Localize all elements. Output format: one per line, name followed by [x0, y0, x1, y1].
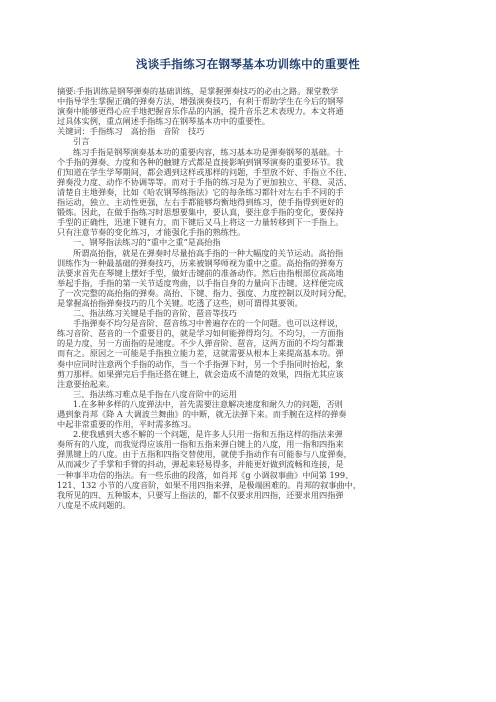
text-line: 奏所有的八度，而我觉得应该用一指和五指来弹白键上的八度，用一指和四指来 — [57, 439, 344, 450]
text-line: 引言 — [73, 136, 90, 147]
text-line: 演奏中能够更得心应手地把握音乐作品的内涵，提升音乐艺术表现力。本文将通 — [57, 106, 344, 117]
text-line: 指运动，独立、主动性更强，左右手都能够均衡地得到练习，使手指得到更好的 — [57, 197, 344, 208]
document-body — [57, 86, 439, 510]
text-line: 只有注意节奏的变化练习，才能强化手指的熟练性。 — [57, 227, 246, 238]
text-line: 遇到象肖邦《降 A 大调波兰舞曲》的中断，就无法弹下来。而手腕在这样的弹奏 — [57, 409, 347, 419]
text-line: 的是力度，另一方面指的是速度。不少人弹音阶、琶音，这两方面的不均匀都兼 — [57, 338, 344, 349]
text-line: 八度是不成问题的。 — [57, 499, 131, 510]
text-line: 清楚自主地弹奏，比如《哈农钢琴练指法》它的每条练习都针对左右手不同的手 — [57, 186, 344, 197]
text-line: 过具体实例，重点阐述手指练习在钢琴基本功中的重要性。 — [57, 116, 270, 127]
text-line: 是掌握高抬指弹奏技巧的几个关键。吃透了这些，则可谓得其要领。 — [57, 297, 303, 308]
text-line: 从而减少了手掌和手臂的抖动，弹起来轻易得多，并能更好做到流畅和连接，是 — [57, 459, 344, 470]
document-title: 浅谈手指练习在钢琴基本功训练中的重要性 — [135, 57, 361, 71]
text-line: 三、指法练习难点是手指在八度音阶中的运用 — [73, 388, 237, 399]
text-line: 手型的正确性，迅速下键有力，而下键后又马上将这一力量转移到下一手指上。 — [57, 217, 344, 228]
text-line: 个手指的弹奏、力度和各种的触键方式都是直接影响到钢琴演奏的重要环节。我 — [57, 156, 344, 167]
text-line: 剪刀那样。如果弹完后手指还搭在键上，就会造成不清楚的效果，四指尤其应该 — [57, 368, 344, 379]
text-line: 所谓高抬指，就是在弹奏时尽量抬高手指的一种大幅度的关节运动。高抬指 — [73, 247, 344, 258]
text-line: 二、指法练习关键是手指的音阶、琶音等技巧 — [73, 308, 237, 319]
text-line: 中指导学生掌握正确的弹奏方法，增强演奏技巧，有利于帮助学生在今后的钢琴 — [57, 96, 344, 107]
text-line: 手指弹奏不均匀是音阶、琶音练习中普遍存在的一个问题。也可以这样说， — [73, 318, 344, 329]
text-line: 锻炼。因此，在做手指练习时思想要集中，要认真，要注意手指的变化，要保持 — [57, 207, 344, 218]
text-line: 弹奏没力度、动作不协调等等。而对于手指的练习是为了更加独立、平稳、灵活、 — [57, 176, 352, 187]
text-line: 注意要抬起来。 — [57, 378, 115, 389]
text-line: 训练作为一种最基础的弹奏技巧，历来被钢琴师视为重中之重。高抬指的弹奏方 — [57, 257, 344, 268]
text-line: 们知道在学生学琴期间，都会遇到这样或那样的问题，手型放不好、手指立不住、 — [57, 166, 352, 177]
text-line: 121、132 小节的八度音阶，如果不用四指来弹，是极端困难的。肖邦的叙事曲中， — [57, 479, 362, 490]
text-line: 法要求首先在琴键上摆好手型，做好击键前的准备动作。然后由指根部位高高地 — [57, 267, 344, 278]
text-line: 练习手指是钢琴演奏基本功的重要内容，练习基本功是弹奏钢琴的基础。十 — [73, 146, 344, 157]
text-line: 摘要:手指训练是钢琴弹奏的基础训练，是掌握弹奏技巧的必由之路。课堂教学 — [57, 86, 339, 96]
text-line: 一、钢琴指法练习的“重中之重”是高抬指 — [73, 237, 221, 248]
text-line: 练习音阶、琶音的一个重要目的，就是学习如何能弹得均匀。不均匀，一方面指 — [57, 328, 344, 339]
text-line: 举起手指，手指的第一关节适度弯曲，以手指自身的力量向下击键。这样便完成 — [57, 277, 344, 288]
text-line: 1.在多种多样的八度弹法中，首先需要注意解决速度和耐久力的问题，否则 — [73, 398, 343, 409]
text-line: 弹黑键上的八度。由于五指和四指交替使用，就使手指动作有可能参与八度弹奏， — [57, 449, 352, 460]
text-line: 2.使我感到大惑不解的一个问题，是许多人只用一指和五指这样的指法来弹 — [73, 429, 343, 440]
text-line: 奏中应同时注意两个手指的动作，当一个手指弹下时，另一个手指同时抬起，象 — [57, 358, 344, 369]
text-line: 中起非常重要的作用，平时需多练习。 — [57, 419, 197, 430]
text-line: 关键词：手指练习 高抬指 音阶 技巧 — [57, 126, 205, 137]
text-line: 我所见的四、五种版本，只要写上指法的，都不仅要求用四指，还要求用四指弹 — [57, 489, 344, 500]
text-line: 而有之。原因之一可能是手指独立能力差，这就需要从根本上来提高基本功。弹 — [57, 348, 344, 359]
text-line: 一种事半功倍的指法。有一些乐曲的段落，如肖邦《g 小调叙事曲》中间第 199、 — [57, 469, 354, 480]
text-line: 了一次完整的高抬指的弹奏。高抬、下键、指力、强度、力度控制以及时间分配， — [57, 287, 352, 298]
